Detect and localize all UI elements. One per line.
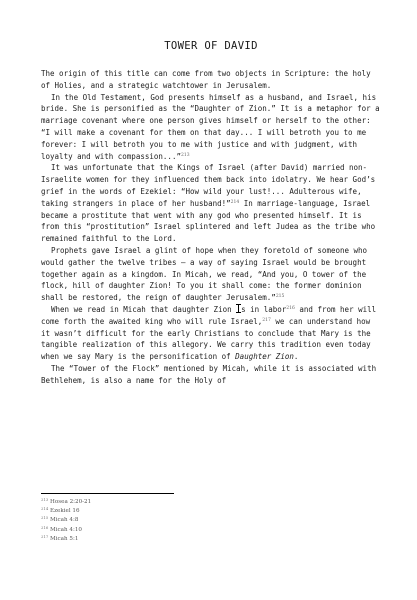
paragraph-kings-text-b: In marriage-language, Israel became a prostitute that went with any god who presented himself. It is from this “prostitution” Israel splintered and left Judea as the tribe who remained faithful to the Lord. <box>41 198 376 244</box>
footnote-ref-216[interactable]: 216 <box>286 305 295 311</box>
footnote-214 <box>41 507 241 516</box>
paragraph-micah-text-d: we can understand how it wasn’t difficult for the early Christians to conclude that Mary is the tangible realization of this allegory. We carry this tradition even today when we say Mary is the personification of <box>41 316 371 362</box>
footnote-number: 215 <box>41 515 49 521</box>
footnote-number: 217 <box>41 533 49 539</box>
paragraph-bride-text: In the Old Testament, God presents himself as a husband, and Israel, his bride. She is personified as the “Daughter of Zion.” It is a metaphor for a marriage covenant where one person gives himself or herself to the other: “I will make a covenant for them on that day... I will betroth you to me forever: I will betroth you to me with justice and with judgment, with loyalty and with compassion...” <box>41 92 380 161</box>
paragraph-micah <box>41 304 381 363</box>
page-title: TOWER OF DAVID <box>164 40 258 52</box>
footnote-number: 216 <box>41 524 49 530</box>
footnote-216 <box>41 526 241 535</box>
paragraph-bride <box>41 92 381 163</box>
footnote-ref-215[interactable]: 215 <box>275 294 285 300</box>
paragraph-prophets <box>41 245 381 304</box>
paragraph-prophets-text: Prophets gave Israel a glint of hope when they foretold of someone who would gather the twelve tribes – a way of saying Israel would be brought together again as a kingdom. In Micah, we read, “And you, O tower of the flock, hill of daughter Zion! To you it shall come: the former dominion shall be restored, the reign of daughter Jerusalem.” <box>41 245 368 303</box>
footnote-ref-213[interactable]: 213 <box>180 152 190 158</box>
footnote-text: Micah 5:1 <box>50 535 79 542</box>
paragraph-kings <box>41 162 381 245</box>
paragraph-micah-end: . <box>293 352 299 362</box>
paragraph-tower-of-flock: The “Tower of the Flock” mentioned by Micah, while it is associated with Bethlehem, is also a name for the Holy of <box>41 363 377 385</box>
footnotes <box>41 498 241 544</box>
footnote-number: 214 <box>41 506 49 512</box>
paragraph-intro: The origin of this title can come from two objects in Scripture: the holy of Holies, and a strategic watchtower in Jerusalem. <box>41 69 371 90</box>
footnote-text: Micah 4:10 <box>50 526 82 533</box>
footnote-215 <box>41 516 241 525</box>
footnote-ref-217[interactable]: 217 <box>262 317 271 323</box>
footnote-213 <box>41 498 241 507</box>
footnote-number: 213 <box>41 497 49 502</box>
footnote-text: Micah 4:8 <box>50 517 79 524</box>
footnote-text: Hosea 2:20-21 <box>50 499 92 505</box>
paragraph-kings-text-a: It was unfortunate that the Kings of Israel (after David) married non-Israelite women for they influenced them back into idolatry. We hear God’s grief in the words of Ezekiel: “How wild your lust!... Adulterous wife, taking strangers in place of her husband!” <box>41 163 376 208</box>
paragraph-micah-italic: Daughter Zion <box>235 352 294 362</box>
text-cursor-icon <box>236 304 241 313</box>
footnote-text: Ezekiel 16 <box>50 508 80 515</box>
paragraph-micah-text-c: and from her will come forth the awaited king who will rule Israel, <box>41 304 377 326</box>
paragraph-micah-text-b: s in labor <box>241 304 287 314</box>
footnote-ref-214[interactable]: 214 <box>230 199 240 205</box>
footnote-217 <box>41 535 241 544</box>
footnote-divider <box>41 493 174 494</box>
paragraph-micah-text-a: When we read in Micah that daughter Zion <box>51 304 237 314</box>
body-text <box>41 68 381 387</box>
